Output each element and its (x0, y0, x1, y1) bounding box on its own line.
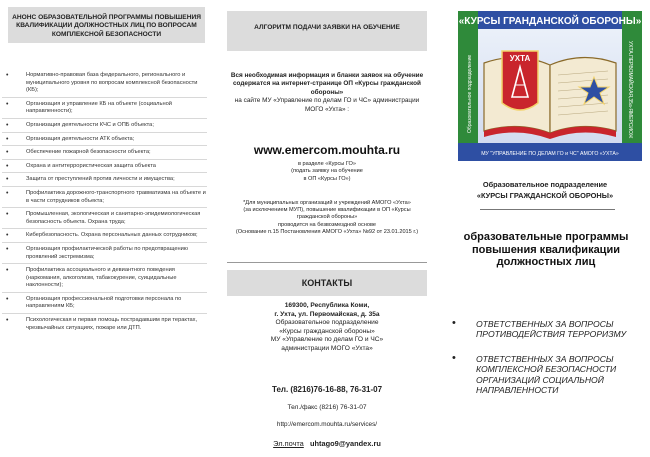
topic-item: • Профилактика дорожного-транспортного травматизма на объекте и в части сотрудников объекта; (2, 190, 207, 208)
topic-item: • Психологическая и первая помощь пострадавшим при терактах, чрезвычайных ситуациях, пожаре или ДТП. (2, 317, 207, 334)
topic-item: • Организация деятельности КЧС и ОПБ объекта; (2, 122, 207, 133)
application-info (227, 72, 427, 114)
divider (227, 262, 427, 263)
topic-item: • Организация и управление КБ на объекте (социальной направленности); (2, 101, 207, 119)
topic-item: • Охрана и антитеррористическая защита объекта (2, 163, 207, 174)
address-line: «Курсы гражданской обороны» (279, 327, 375, 335)
topic-item: • Организация профилактической работы по предотвращению проявлений экстремизма; (2, 246, 207, 264)
email-label: Эл.почта (273, 439, 304, 448)
topics-list (2, 72, 207, 337)
note-line: проводится на безвозмездной основе (278, 221, 376, 228)
address-line: администрации МОГО «Ухта» (281, 344, 373, 352)
contacts-header: КОНТАКТЫ (227, 270, 427, 296)
program-title: образовательные программы повышения квалификации должностных лиц (463, 231, 629, 269)
topic-item: • Защита от преступлений против личности и имущества; (2, 176, 207, 187)
audience-item: • ОТВЕТСТВЕННЫХ ЗА ВОПРОСЫ КОМПЛЕКСНОЙ БЕЗОПАСНОСТИ ОРГАНИЗАЦИЙ СОЦИАЛЬНОЙ НАПРАВЛЕННОСТИ (450, 354, 645, 396)
phone-number: Тел. (8216)76-16-88, 76-31-07 (271, 385, 383, 394)
topic-item: • Профилактика ассоциального и девиантного поведения (наркомания, алкоголизм, табакокурение, суицидальные наклонности); (2, 267, 207, 293)
address-line: МУ «Управление по делам ГО и ЧС» (270, 336, 384, 344)
logo-left-text: Образовательное подразделение (467, 54, 473, 133)
shield-label: УХТА (509, 54, 531, 63)
logo-bottom-text: МУ "УПРАВЛЕНИЕ ПО ДЕЛАМ ГО и ЧС" АМОГО «УХТА» (481, 151, 619, 157)
address-block (227, 302, 427, 354)
services-url[interactable]: http://emercom.mouhta.ru/services/ (276, 421, 378, 428)
info-bold-text: Вся необходимая информация и бланки заявок на обучение содержатся на интернет-странице ОП «Курсы гражданской обороны» (230, 72, 424, 96)
address-line: Образовательное подразделение (275, 319, 379, 327)
email-address[interactable]: uhtago9@yandex.ru (309, 439, 381, 448)
topics-panel (0, 0, 213, 457)
topic-item: • Организация деятельности АТК объекта; (2, 136, 207, 147)
audience-item: • ОТВЕТСТВЕННЫХ ЗА ВОПРОСЫ ПРОТИВОДЕЙСТВИЯ ТЕРРОРИЗМУ (450, 319, 645, 340)
logo-top-text: «КУРСЫ ГРАНДАНСКОЙ ОБОРОНЫ» (458, 16, 642, 27)
target-audience-list (450, 319, 645, 409)
note-line: (Основание п.15 Постановления АМОГО «Ухта» №92 от 23.01.2015 г.) (235, 228, 419, 235)
org-line-1: Образовательное подразделение (482, 180, 608, 189)
topic-item: • Организация профессиональной подготовки персонала по направлениям КБ; (2, 296, 207, 314)
algorithm-header: АЛГОРИТМ ПОДАЧИ ЗАЯВКИ НА ОБУЧЕНИЕ (227, 11, 427, 51)
website-sub-line: в разделе «Курсы ГО» (297, 161, 356, 167)
email-row (227, 439, 427, 448)
application-panel (217, 0, 435, 457)
topic-item: • Нормативно-правовая база федерального, регионального и муниципального уровня по вопросам комплексной безопасности (КБ); (2, 72, 207, 98)
logo-right-text: УХТА.ПЕРВОМАЙСКАЯ,35а-ЯМЕРСИОЖ (627, 41, 633, 139)
topic-item: • Обеспечение пожарной безопасности объекта; (2, 149, 207, 160)
divider (480, 209, 615, 210)
website-sub-line: в ОП «Курсы ГО») (303, 175, 351, 182)
topic-item: • Кибербезопасность. Охрана персональных данных сотрудников; (2, 232, 207, 243)
free-training-note (227, 200, 427, 236)
website-link[interactable]: www.emercom.mouhta.ru (253, 143, 401, 157)
address-line: г. Ухта, ул. Первомайская, д. 35а (274, 310, 380, 318)
note-line: *Для муниципальных организаций и учреждений АМОГО «Ухта» (243, 200, 411, 206)
website-section-note (227, 161, 427, 183)
topic-item: • Промышленная, экологическая и санитарно-эпидемиологическая безопасность объекта. Охрана труда; (2, 211, 207, 229)
org-line-2: «КУРСЫ ГРАЖДАНСКОЙ ОБОРОНЫ» (476, 191, 614, 200)
info-normal-text: на сайте МУ «Управление по делам ГО и ЧС» администрации МОГО «Ухта» : (234, 97, 420, 113)
note-line: (за исключением МУП), повышение квалификации в ОП «Курсы гражданской обороны» (243, 207, 411, 221)
civil-defense-courses-logo (458, 11, 642, 161)
cover-panel (440, 0, 650, 457)
program-announcement-header: АНОНС ОБРАЗОВАТЕЛЬНОЙ ПРОГРАММЫ ПОВЫШЕНИЯ КВАЛИФИКАЦИИ ДОЛЖНОСТНЫХ ЛИЦ ПО ВОПРОСАМ КОМПЛЕКСНОЙ БЕЗОПАСНОСТИ (8, 7, 205, 43)
address-line: 169300, Республика Коми, (284, 302, 370, 309)
fax-number: Тел./факс (8216) 76-31-07 (287, 404, 367, 411)
website-sub-line: (подать заявку на обучение (291, 168, 363, 175)
